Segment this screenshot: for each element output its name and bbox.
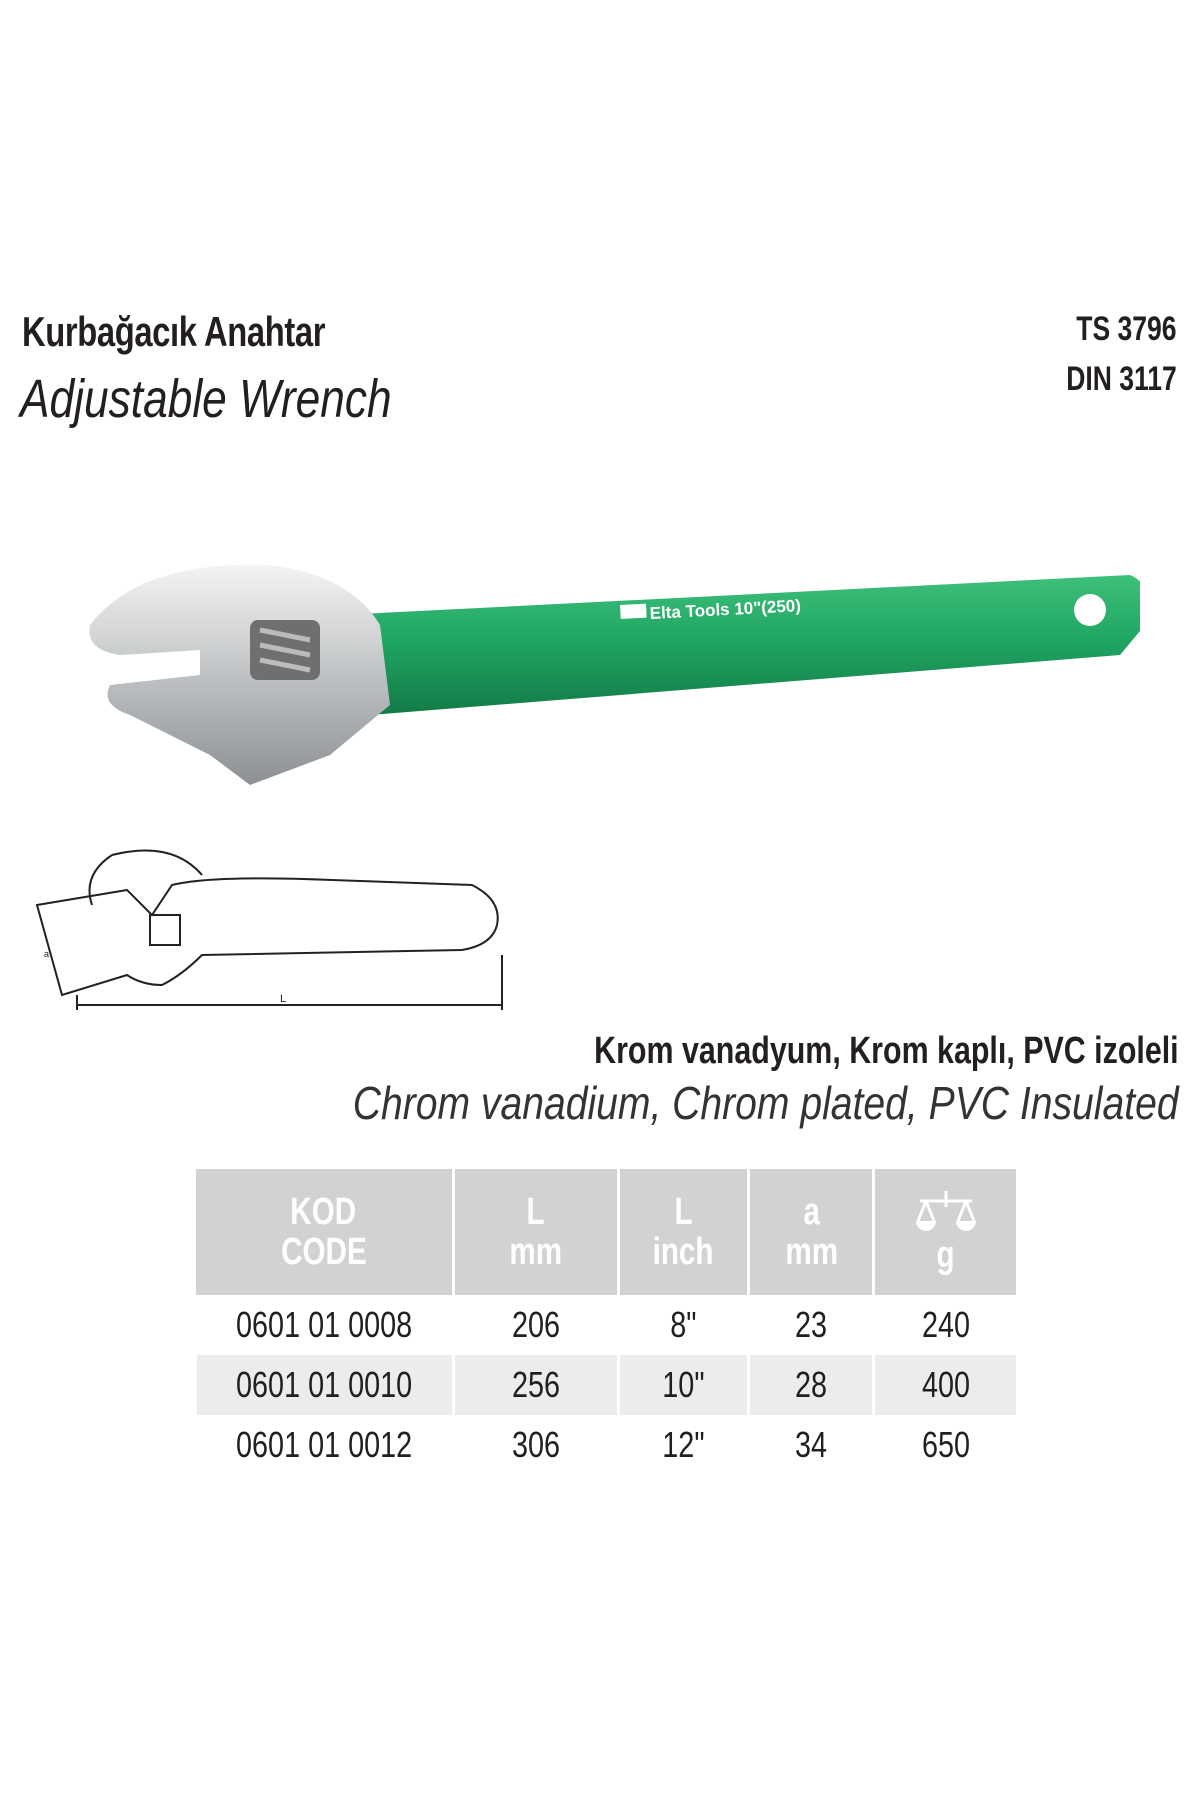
table-row <box>196 1415 1017 1475</box>
table-row <box>196 1295 1017 1355</box>
wrench-technical-drawing <box>32 845 512 1015</box>
table-row <box>196 1355 1017 1415</box>
cell-length-inch: 10" <box>618 1355 748 1415</box>
product-title-en: Adjustable Wrench <box>20 369 392 429</box>
svg-text:Elta Tools 10"(250): Elta Tools 10"(250) <box>649 596 802 623</box>
header-length-inch: L inch <box>618 1169 748 1295</box>
cell-weight: 240 <box>874 1295 1016 1355</box>
material-en: Chrom vanadium, Chrom plated, PVC Insulated <box>353 1077 1179 1129</box>
table-header-row <box>196 1169 1017 1295</box>
header-code: KOD CODE <box>196 1169 454 1295</box>
header-weight: g <box>874 1169 1016 1295</box>
header-length-mm: L mm <box>453 1169 618 1295</box>
cell-jaw-mm: 23 <box>749 1295 874 1355</box>
cell-length-mm: 206 <box>453 1295 618 1355</box>
svg-text:a: a <box>44 949 50 959</box>
standard-ts: TS 3796 <box>1076 310 1177 348</box>
cell-length-mm: 256 <box>453 1355 618 1415</box>
cell-weight: 650 <box>874 1415 1016 1475</box>
cell-jaw-mm: 34 <box>749 1415 874 1475</box>
cell-weight: 400 <box>874 1355 1016 1415</box>
product-title-tr: Kurbağacık Anahtar <box>22 308 326 355</box>
cell-code: 0601 01 0008 <box>196 1295 454 1355</box>
wrench-photo <box>80 555 1140 795</box>
scale-icon <box>914 1189 978 1235</box>
cell-length-mm: 306 <box>453 1415 618 1475</box>
cell-code: 0601 01 0010 <box>196 1355 454 1415</box>
cell-jaw-mm: 28 <box>749 1355 874 1415</box>
header-jaw-mm: a mm <box>749 1169 874 1295</box>
standard-din: DIN 3117 <box>1066 360 1177 398</box>
svg-text:L: L <box>280 993 287 1005</box>
material-tr: Krom vanadyum, Krom kaplı, PVC izoleli <box>594 1030 1179 1072</box>
cell-code: 0601 01 0012 <box>196 1415 454 1475</box>
cell-length-inch: 12" <box>618 1415 748 1475</box>
cell-length-inch: 8" <box>618 1295 748 1355</box>
spec-table <box>194 1169 1016 1475</box>
